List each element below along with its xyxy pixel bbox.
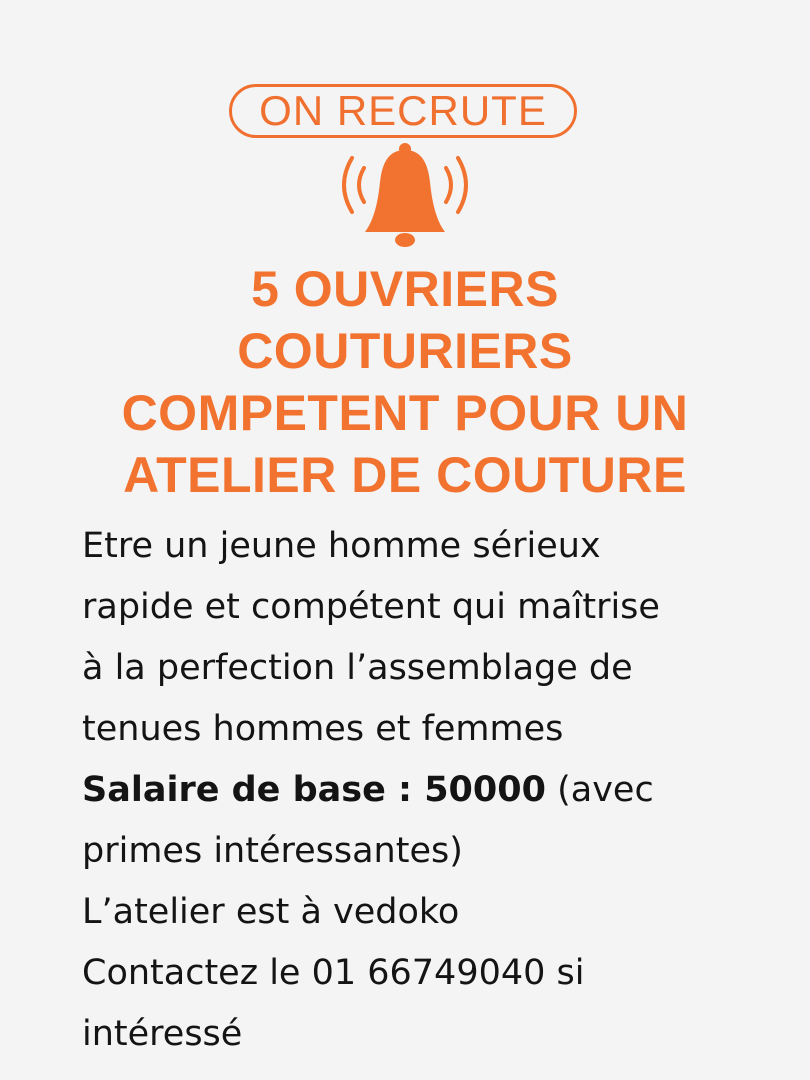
on-recrute-badge — [229, 84, 577, 138]
description-line-3: à la perfection l’assemblage de — [82, 648, 633, 688]
badge-label: ON RECRUTE — [259, 87, 547, 134]
contact-line: Contactez le 01 66749040 si — [82, 953, 585, 993]
salary-note-start: (avec — [545, 770, 654, 810]
salary-line — [82, 760, 782, 821]
headline-line-4: ATELIER DE COUTURE — [123, 447, 687, 503]
headline-line-1: 5 OUVRIERS — [251, 261, 559, 317]
headline-line-3: COMPETENT POUR UN — [121, 385, 689, 441]
headline-line-2: COUTURIERS — [237, 323, 573, 379]
salary-note-end: primes intéressantes) — [82, 831, 463, 871]
job-description — [82, 516, 782, 1065]
contact-line-end: intéressé — [82, 1014, 243, 1054]
description-line-1: Etre un jeune homme sérieux — [82, 526, 601, 566]
description-line-4: tenues hommes et femmes — [82, 709, 564, 749]
location-line: L’atelier est à vedoko — [82, 892, 460, 932]
bell-ringing-icon — [330, 140, 480, 250]
salary-label: Salaire de base : 50000 — [82, 770, 546, 810]
job-headline — [40, 258, 770, 506]
description-line-2: rapide et compétent qui maîtrise — [82, 587, 660, 627]
